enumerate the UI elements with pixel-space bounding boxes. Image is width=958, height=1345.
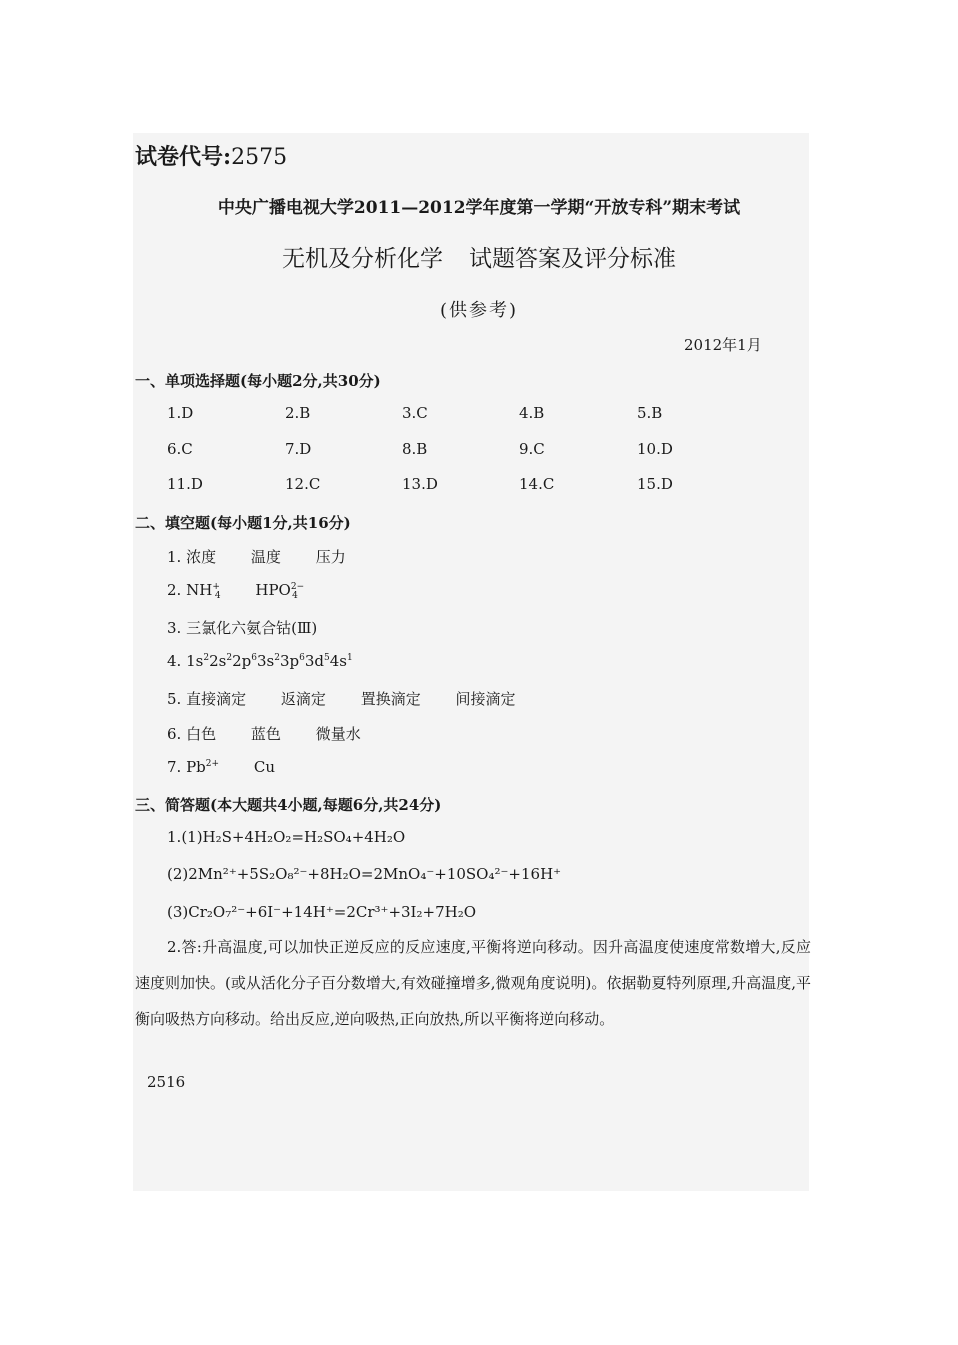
equation-2: (2)2Mn²⁺+5S₂O₈²⁻+8H₂O=2MnO₄⁻+10SO₄²⁻+16H⁺ [167, 865, 562, 883]
section-1-title: 一、单项选择题(每小题2分,共30分) [135, 372, 381, 390]
fill-answer [186, 758, 219, 776]
choice-answer: 15.D [637, 475, 673, 493]
document-type: 试题答案及评分标准 [469, 246, 676, 272]
subject-name: 无机及分析化学 [282, 246, 443, 272]
choice-answer: 3.C [402, 404, 428, 422]
electron-count: 1 [346, 653, 353, 663]
fill-answer: 浓度 [186, 548, 217, 566]
charge-sup: + [212, 582, 220, 592]
choice-answer: 10.D [637, 440, 673, 458]
orbital: 4s [329, 652, 347, 670]
page-number: 2516 [147, 1073, 186, 1091]
electron-count: 2 [274, 653, 280, 663]
choice-answer: 13.D [402, 475, 438, 493]
formula-text: NH [186, 581, 213, 599]
fill-item-4 [167, 652, 353, 670]
paper-code [135, 140, 287, 171]
choice-answer: 11.D [167, 475, 203, 493]
section-2-title: 二、填空题(每小题1分,共16分) [135, 514, 351, 532]
fill-item-1 [167, 546, 346, 567]
electron-count: 5 [323, 653, 330, 663]
fill-answer [186, 581, 221, 599]
fill-item-5 [167, 688, 516, 709]
orbital: 2s [209, 652, 227, 670]
fill-item-number: 2. [167, 581, 182, 599]
section-3-title: 三、简答题(本大题共4小题,每题6分,共24分) [135, 796, 442, 814]
choice-answer: 2.B [285, 404, 311, 422]
choice-answer: 4.B [519, 404, 545, 422]
electron-count: 6 [251, 653, 257, 663]
formula-text: HPO [255, 581, 291, 599]
orbital: 3d [304, 652, 324, 670]
university-exam-line: 中央广播电视大学2011—2012学年度第一学期“开放专科”期末考试 [217, 198, 741, 218]
orbital: 1s [186, 652, 204, 670]
electron-count: 2 [203, 653, 210, 663]
orbital: 3p [279, 652, 300, 670]
fill-answer: 三氯化六氨合钴(Ⅲ) [186, 619, 318, 637]
exam-date: 2012年1月 [684, 336, 762, 354]
answer-paragraph [135, 929, 811, 1037]
equation-3: (3)Cr₂O₇²⁻+6I⁻+14H⁺=2Cr³⁺+3I₂+7H₂O [167, 903, 477, 921]
electron-configuration [186, 652, 353, 670]
fill-answer [255, 581, 305, 601]
orbital: 3s [256, 652, 275, 670]
orbital: 2p [232, 652, 252, 670]
fill-item-number: 4. [167, 652, 182, 670]
fill-item-number: 6. [167, 725, 182, 743]
formula-text: Pb [186, 758, 206, 776]
reference-note: (供参考) [439, 300, 519, 321]
charge-sup: 2+ [205, 759, 220, 769]
electron-count: 6 [299, 653, 305, 663]
fill-item-3 [167, 617, 317, 638]
choice-answer: 12.C [285, 475, 321, 493]
question-number: 1. [167, 828, 182, 846]
choice-answer: 14.C [519, 475, 555, 493]
fill-answer: 直接滴定 [186, 690, 247, 708]
fill-item-number: 5. [167, 690, 182, 708]
fill-item-2 [167, 581, 305, 601]
fill-answer: 蓝色 [250, 725, 281, 743]
choice-answer: 5.B [637, 404, 663, 422]
answer-text: 2.答:升高温度,可以加快正逆反应的反应速度,平衡将逆向移动。因升高温度使速度常数增大,反应速度则加快。(或从活化分子百分数增大,有效碰撞增多,微观角度说明)。依据勒夏特列原理,升高温度,平衡向吸热方向移动。给出反应,逆向吸热,正向放热,所以平衡将逆向移动。 [135, 938, 811, 1028]
choice-answer: 1.D [167, 404, 194, 422]
fill-answer: 置换滴定 [360, 690, 421, 708]
fill-answer: 间接滴定 [455, 690, 516, 708]
choice-answer: 6.C [167, 440, 193, 458]
fill-answer: 温度 [250, 548, 281, 566]
paper-code-label: 试卷代号: [135, 144, 232, 170]
paper-code-value: 2575 [231, 145, 288, 170]
choice-answer: 7.D [285, 440, 312, 458]
fill-item-6 [167, 723, 361, 744]
fill-item-number: 3. [167, 619, 182, 637]
fill-answer: 白色 [186, 725, 217, 743]
choice-answer: 8.B [402, 440, 428, 458]
equation-1 [167, 828, 405, 846]
electron-count: 2 [226, 653, 233, 663]
fill-answer: 压力 [315, 548, 346, 566]
page-title [0, 240, 958, 273]
fill-answer: Cu [253, 758, 275, 776]
fill-item-number: 1. [167, 548, 182, 566]
fill-answer: 微量水 [315, 725, 361, 743]
equation-text: (1)H₂S+4H₂O₂=H₂SO₄+4H₂O [181, 828, 406, 846]
fill-item-number: 7. [167, 758, 182, 776]
choice-answer: 9.C [519, 440, 545, 458]
fill-answer: 返滴定 [280, 690, 326, 708]
charge-sup: 2− [290, 582, 305, 592]
count-sub: 4 [292, 591, 298, 601]
count-sub: 4 [214, 591, 221, 601]
fill-item-7 [167, 758, 275, 776]
